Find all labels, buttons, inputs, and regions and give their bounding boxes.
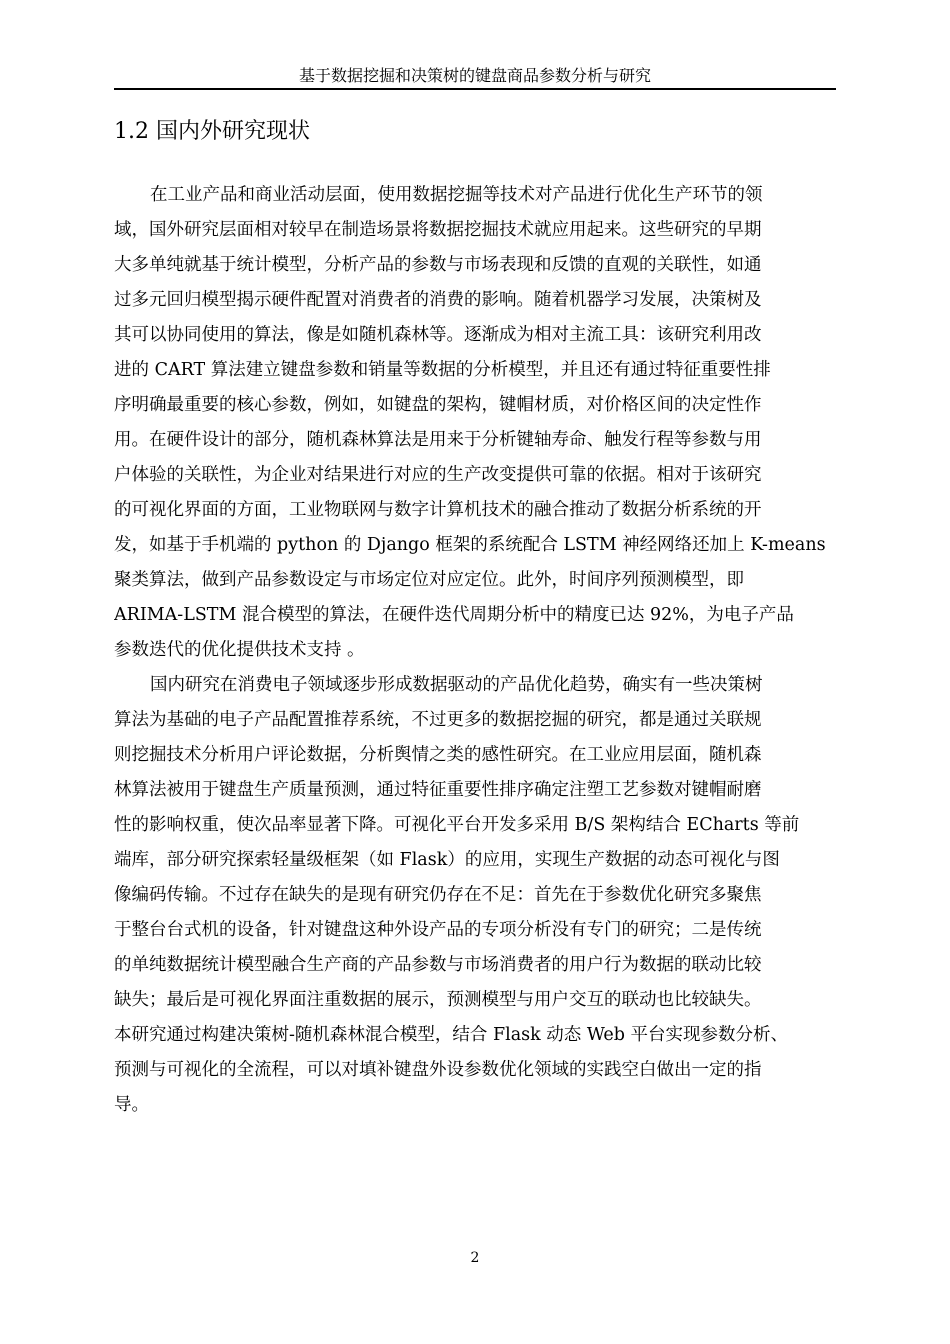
text-line: 过多元回归模型揭示硬件配置对消费者的消费的影响。随着机器学习发展，决策树及: [114, 290, 762, 310]
paragraph-1: [114, 178, 836, 668]
header-rule: [114, 88, 836, 90]
text-line: 用。在硬件设计的部分，随机森林算法是用来于分析键轴寿命、触发行程等参数与用: [114, 430, 762, 450]
text-line: 缺失；最后是可视化界面注重数据的展示，预测模型与用户交互的联动也比较缺失。: [114, 990, 762, 1010]
text-line: 于整台台式机的设备，针对键盘这种外设产品的专项分析没有专门的研究；二是传统: [114, 920, 762, 940]
text-line: 聚类算法，做到产品参数设定与市场定位对应定位。此外，时间序列预测模型，即: [114, 570, 744, 590]
text-line: 像编码传输。不过存在缺失的是现有研究仍存在不足：首先在于参数优化研究多聚焦: [114, 885, 762, 905]
text-line: 的单纯数据统计模型融合生产商的产品参数与市场消费者的用户行为数据的联动比较: [114, 955, 762, 975]
text-line: 导。: [114, 1095, 149, 1115]
text-line: 参数迭代的优化提供技术支持 。: [114, 640, 365, 660]
text-line: 性的影响权重，使次品率显著下降。可视化平台开发多采用 B/S 架构结合 ECharts 等前: [114, 815, 800, 835]
text-line: 林算法被用于键盘生产质量预测，通过特征重要性排序确定注塑工艺参数对键帽耐磨: [114, 780, 762, 800]
body-text: [114, 178, 836, 1123]
text-line: 大多单纯就基于统计模型，分析产品的参数与市场表现和反馈的直观的关联性，如通: [114, 255, 762, 275]
paragraph-2: [114, 668, 836, 1123]
text-line: 的可视化界面的方面，工业物联网与数字计算机技术的融合推动了数据分析系统的开: [114, 500, 762, 520]
text-line: 算法为基础的电子产品配置推荐系统，不过更多的数据挖掘的研究，都是通过关联规: [114, 710, 762, 730]
text-line: 在工业产品和商业活动层面，使用数据挖掘等技术对产品进行优化生产环节的领: [150, 185, 763, 205]
text-line: 预测与可视化的全流程，可以对填补键盘外设参数优化领域的实践空白做出一定的指: [114, 1060, 762, 1080]
text-line: 户体验的关联性，为企业对结果进行对应的生产改变提供可靠的依据。相对于该研究: [114, 465, 762, 485]
text-line: 本研究通过构建决策树-随机森林混合模型，结合 Flask 动态 Web 平台实现参数分析、: [114, 1025, 789, 1045]
running-header: 基于数据挖掘和决策树的键盘商品参数分析与研究: [298, 66, 651, 85]
text-line: 发，如基于手机端的 python 的 Django 框架的系统配合 LSTM 神经网络还加上 K-means: [114, 535, 826, 555]
text-line: 则挖掘技术分析用户评论数据，分析舆情之类的感性研究。在工业应用层面，随机森: [114, 745, 762, 765]
text-line: 国内研究在消费电子领域逐步形成数据驱动的产品优化趋势，确实有一些决策树: [150, 675, 763, 695]
text-line: 域，国外研究层面相对较早在制造场景将数据挖掘技术就应用起来。这些研究的早期: [114, 220, 762, 240]
text-line: 进的 CART 算法建立键盘参数和销量等数据的分析模型，并且还有通过特征重要性排: [114, 360, 771, 380]
text-line: 序明确最重要的核心参数，例如，如键盘的架构，键帽材质，对价格区间的决定性作: [114, 395, 762, 415]
text-line: ARIMA-LSTM 混合模型的算法，在硬件迭代周期分析中的精度已达 92%，为电子产品: [114, 605, 794, 625]
text-line: 其可以协同使用的算法，像是如随机森林等。逐渐成为相对主流工具：该研究利用改: [114, 325, 762, 345]
text-line: 端库，部分研究探索轻量级框架（如 Flask）的应用，实现生产数据的动态可视化与图: [114, 850, 780, 870]
page-number: 2: [470, 1250, 480, 1266]
section-title: 1.2 国内外研究现状: [114, 119, 310, 144]
